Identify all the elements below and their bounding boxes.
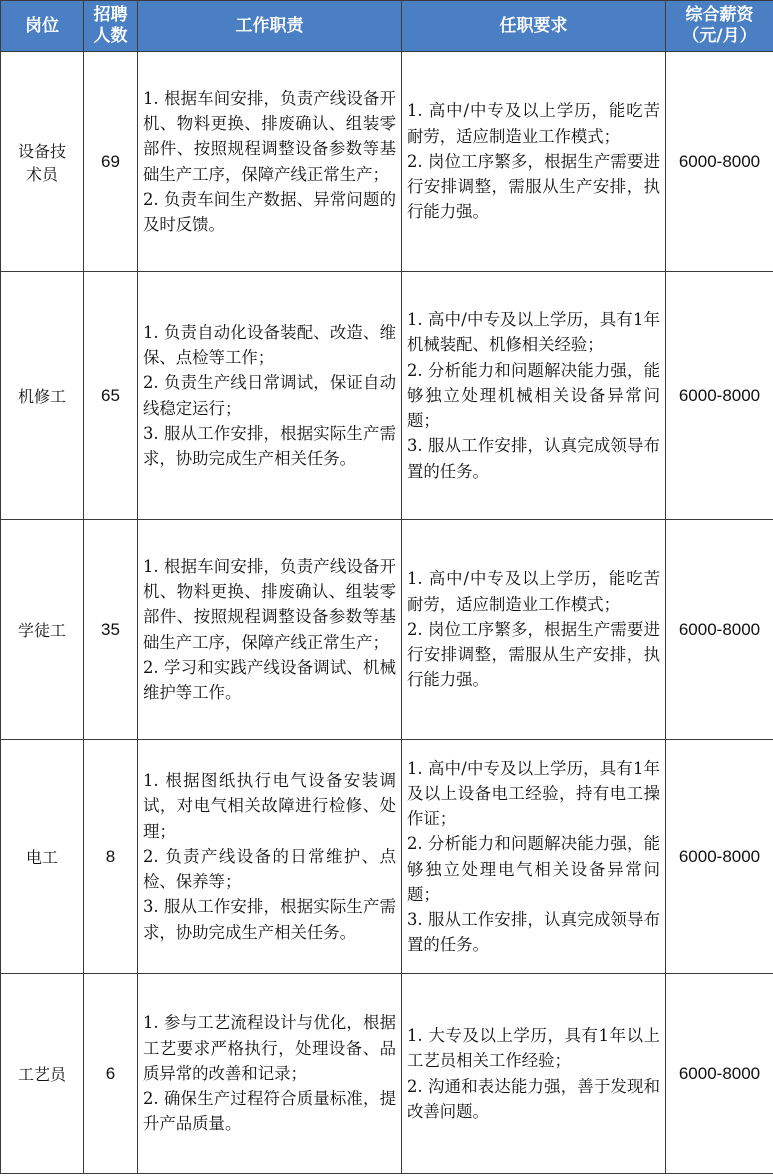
salary-cell: 6000-8000: [666, 272, 773, 520]
position-cell: [1, 272, 84, 520]
requirements-cell: [402, 272, 666, 520]
requirements-cell: [402, 52, 666, 272]
duty-item: 3. 服从工作安排，根据实际生产需求，协助完成生产相关任务。: [143, 897, 396, 942]
salary-cell: 6000-8000: [666, 520, 773, 740]
requirement-item: 2. 岗位工序繁多，根据生产需要进行安排调整，需服从生产安排，执行能力强。: [407, 151, 660, 222]
table-row: [1, 520, 773, 740]
duties-cell: [138, 272, 402, 520]
duties-cell: [138, 740, 402, 974]
requirement-item: 3. 服从工作安排，认真完成领导布置的任务。: [407, 909, 660, 955]
requirement-item: 2. 分析能力和问题解决能力强，能够独立处理机械相关设备异常问题；: [407, 360, 660, 431]
headcount-cell: 65: [84, 272, 138, 520]
header-salary-line1: 综合薪资: [685, 5, 754, 25]
table-row: [1, 272, 773, 520]
duty-item: 1. 根据车间安排，负责产线设备开机、物料更换、排废确认、组装零部件、按照规程调整设备参数等基础生产工序，保障产线正常生产；: [143, 556, 396, 652]
duty-item: 1. 根据车间安排，负责产线设备开机、物料更换、排废确认、组装零部件、按照规程调整设备参数等基础生产工序，保障产线正常生产；: [143, 88, 396, 184]
header-duties: 工作职责: [138, 1, 402, 52]
position-cell: [1, 974, 84, 1174]
duty-item: 2. 负责生产线日常调试，保证自动线稳定运行；: [143, 373, 396, 418]
position-text: 设备技: [17, 141, 66, 161]
header-salary-line2: （元/月）: [682, 26, 757, 46]
position-text: 机修工: [17, 387, 66, 406]
duty-item: 3. 服从工作安排，根据实际生产需求，协助完成生产相关任务。: [143, 423, 396, 468]
position-cell: [1, 520, 84, 740]
duty-item: 1. 负责自动化设备装配、改造、维保、点检等工作；: [143, 322, 396, 368]
position-cell: [1, 52, 84, 272]
duties-cell: [138, 974, 402, 1174]
table-row: [1, 52, 773, 272]
header-row: [1, 1, 773, 52]
duties-cell: [138, 520, 402, 740]
header-headcount: [84, 1, 138, 52]
requirements-cell: [402, 740, 666, 974]
duty-item: 2. 学习和实践产线设备调试、机械维护等工作。: [143, 657, 396, 702]
duty-item: 2. 确保生产过程符合质量标准，提升产品质量。: [143, 1089, 396, 1134]
header-headcount-line2: 人数: [93, 26, 128, 46]
position-text: 术员: [25, 164, 58, 184]
requirement-item: 1. 高中/中专及以上学历，具有1年机械装配、机修相关经验；: [407, 310, 660, 355]
requirement-item: 3. 服从工作安排，认真完成领导布置的任务。: [407, 436, 660, 481]
requirement-item: 1. 大专及以上学历，具有1年以上工艺员相关工作经验；: [407, 1026, 660, 1071]
salary-cell: 6000-8000: [666, 974, 773, 1174]
headcount-cell: 8: [84, 740, 138, 974]
requirement-item: 1. 高中/中专及以上学历，具有1年及以上设备电工经验，持有电工操作证；: [407, 758, 660, 829]
requirement-item: 2. 岗位工序繁多，根据生产需要进行安排调整，需服从生产安排，执行能力强。: [407, 619, 660, 690]
headcount-cell: 69: [84, 52, 138, 272]
requirements-cell: [402, 974, 666, 1174]
duties-cell: [138, 52, 402, 272]
duty-item: 2. 负责产线设备的日常维护、点检、保养等；: [143, 846, 396, 892]
duty-item: 1. 参与工艺流程设计与优化，根据工艺要求严格执行，处理设备、品质异常的改善和记录；: [143, 1013, 396, 1083]
requirement-item: 2. 分析能力和问题解决能力强，能够独立处理电气相关设备异常问题；: [407, 834, 660, 904]
header-position: 岗位: [1, 1, 84, 52]
duty-item: 2. 负责车间生产数据、异常问题的及时反馈。: [143, 189, 396, 234]
requirement-item: 1. 高中/中专及以上学历，能吃苦耐劳，适应制造业工作模式；: [407, 101, 660, 146]
header-requirements: 任职要求: [402, 1, 666, 52]
duty-item: 1. 根据图纸执行电气设备安装调试，对电气相关故障进行检修、处理；: [143, 771, 396, 841]
position-cell: [1, 740, 84, 974]
requirement-item: 1. 高中/中专及以上学历，能吃苦耐劳，适应制造业工作模式；: [407, 569, 660, 614]
headcount-cell: 6: [84, 974, 138, 1174]
requirements-cell: [402, 520, 666, 740]
position-text: 工艺员: [17, 1065, 66, 1084]
salary-cell: 6000-8000: [666, 740, 773, 974]
salary-cell: 6000-8000: [666, 52, 773, 272]
requirement-item: 2. 沟通和表达能力强，善于发现和改善问题。: [407, 1076, 660, 1121]
header-headcount-line1: 招聘: [93, 5, 128, 25]
table-row: [1, 974, 773, 1174]
position-text: 电工: [25, 848, 58, 867]
position-text: 学徒工: [17, 621, 66, 640]
table-row: [1, 740, 773, 974]
headcount-cell: 35: [84, 520, 138, 740]
header-salary: [666, 1, 773, 52]
